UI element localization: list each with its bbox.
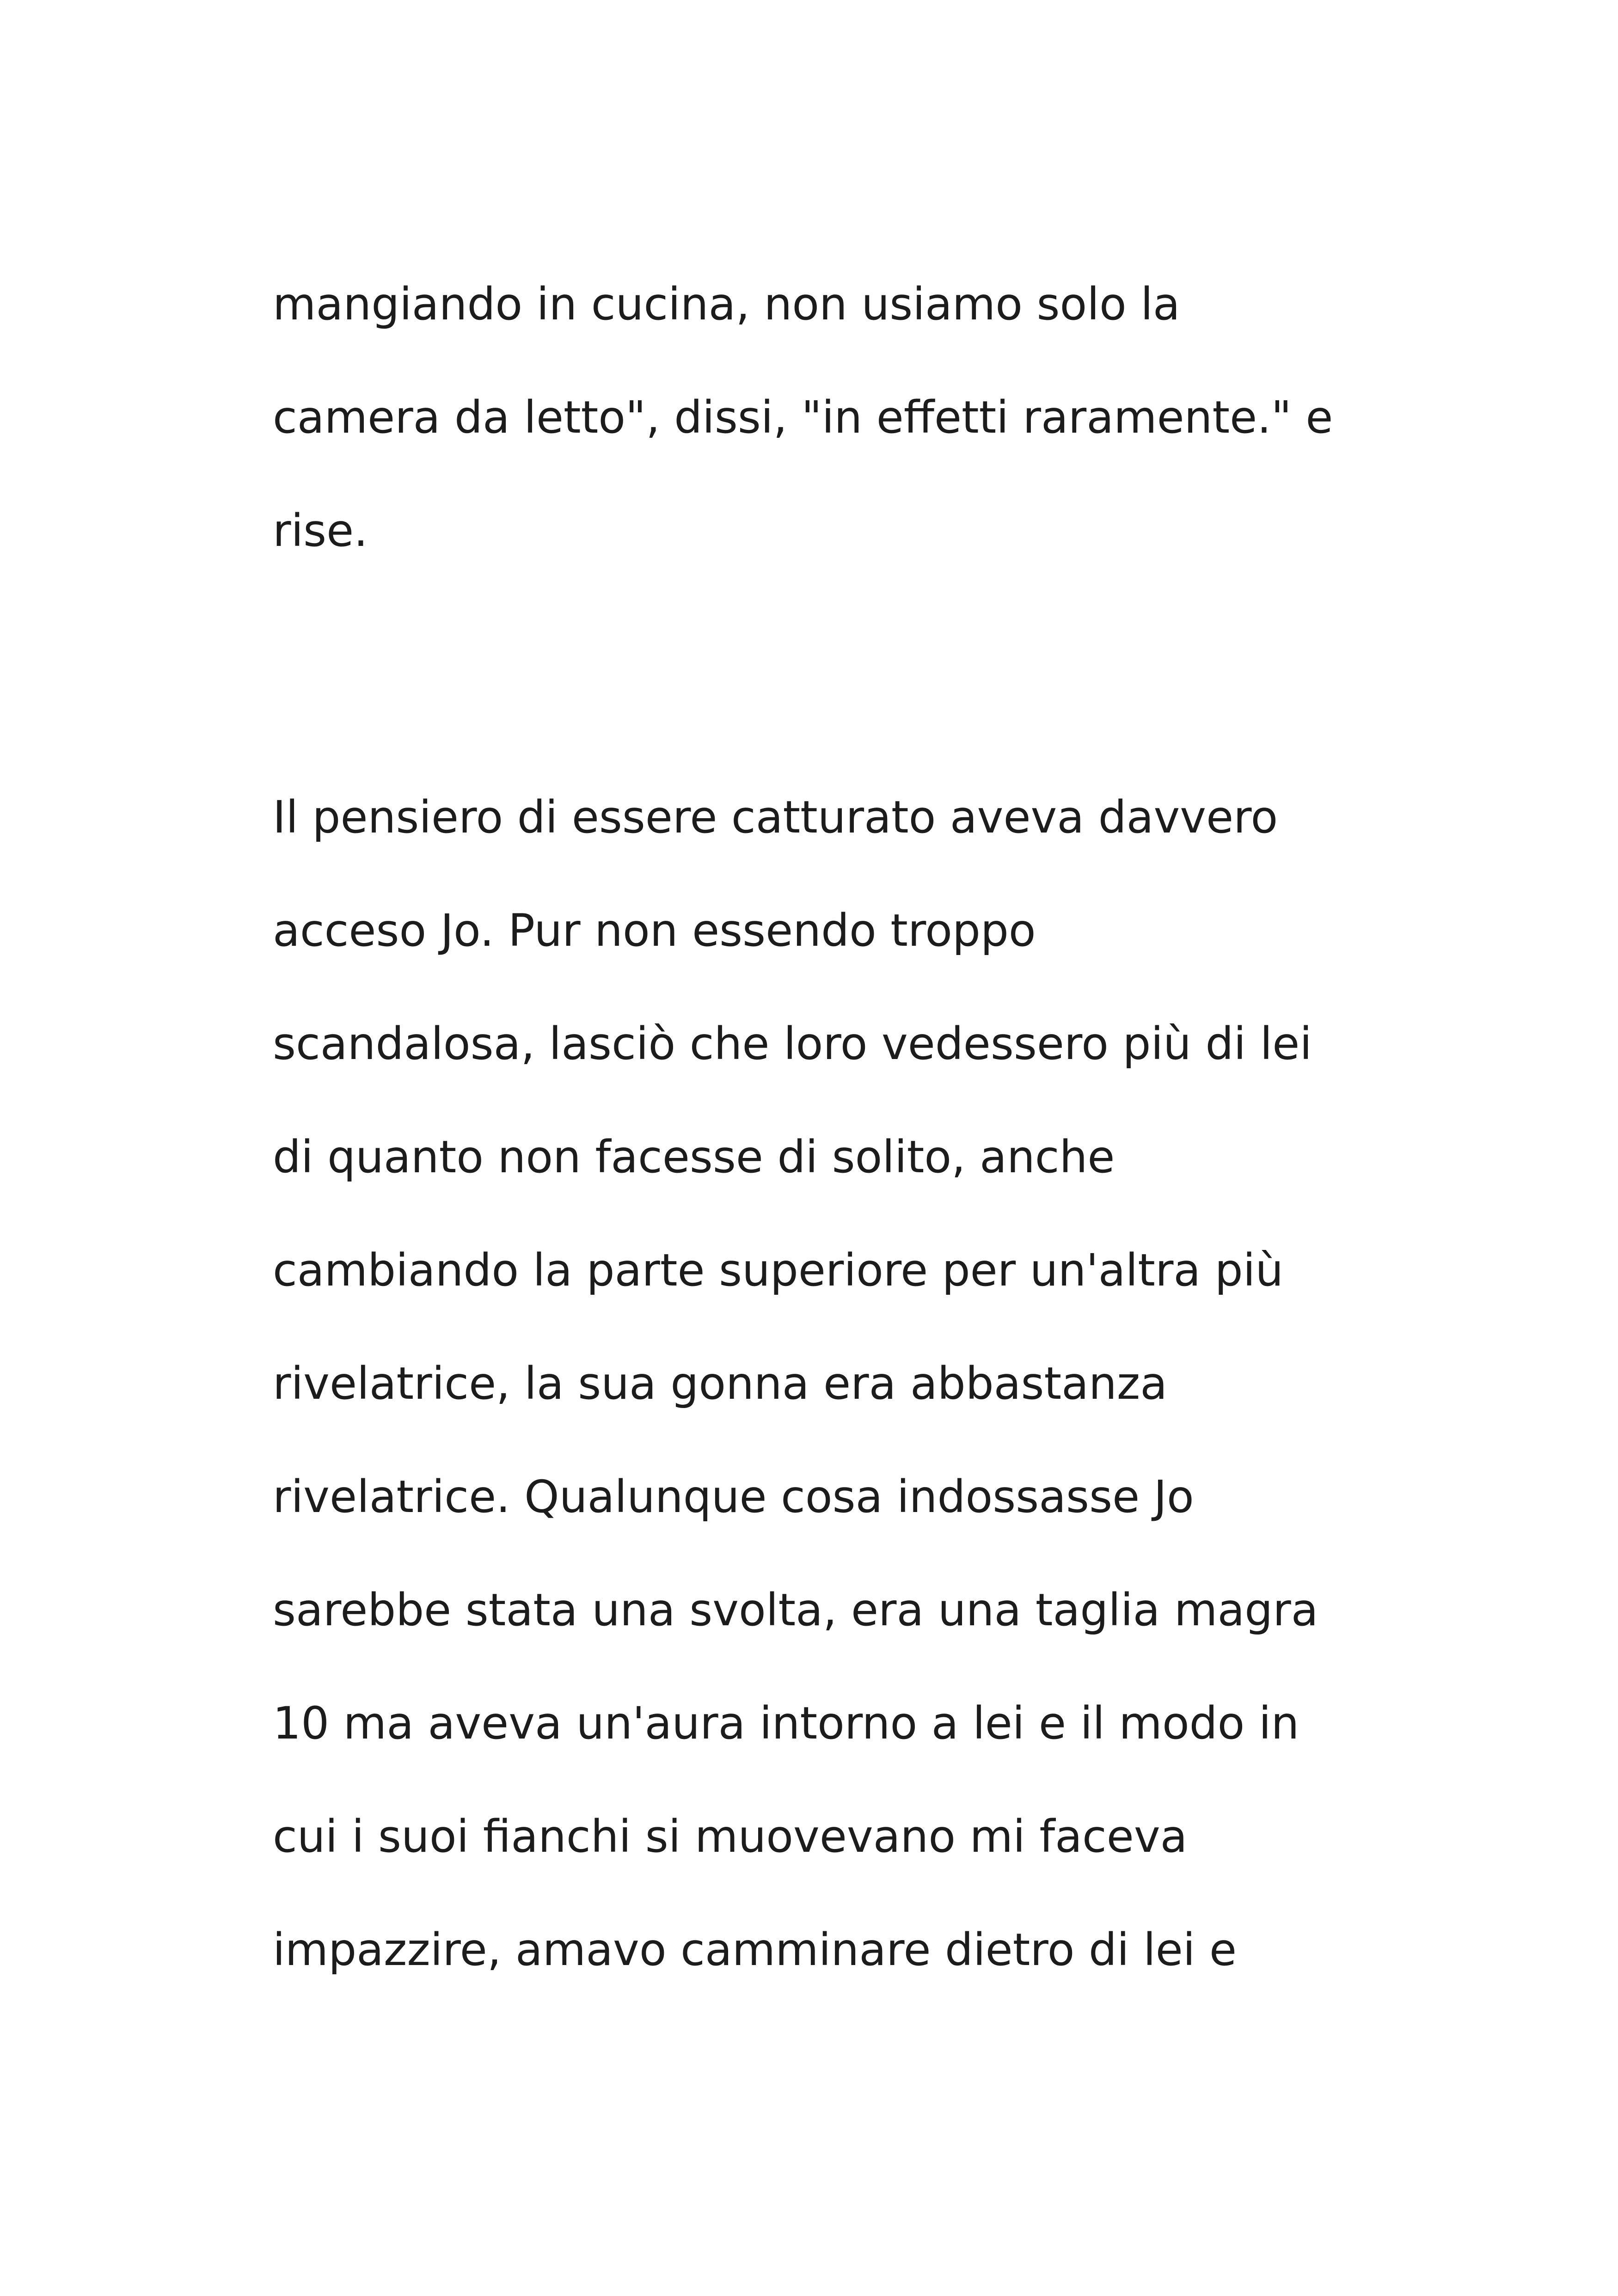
text-line: cui i suoi fianchi si muovevano mi faceva [273, 1811, 1188, 1862]
text-line: scandalosa, lasciò che loro vedessero più di lei [273, 1018, 1312, 1070]
text-line: rise. [273, 505, 368, 557]
text-line: sarebbe stata una svolta, era una taglia magra [273, 1584, 1318, 1636]
text-line: mangiando in cucina, non usiamo solo la [273, 278, 1180, 330]
text-line: Il pensiero di essere catturato aveva davvero [273, 791, 1278, 843]
text-line: cambiando la parte superiore per un'altra più [273, 1244, 1284, 1296]
text-line: 10 ma aveva un'aura intorno a lei e il modo in [273, 1697, 1299, 1749]
text-line: rivelatrice, la sua gonna era abbastanza [273, 1358, 1168, 1409]
text-line: camera da letto", dissi, "in effetti raramente." e [273, 392, 1333, 443]
text-line: impazzire, amavo camminare dietro di lei e [273, 1924, 1237, 1976]
text-line: rivelatrice. Qualunque cosa indossasse Jo [273, 1471, 1194, 1523]
text-line: di quanto non facesse di solito, anche [273, 1131, 1115, 1183]
text-line: acceso Jo. Pur non essendo troppo [273, 905, 1036, 956]
